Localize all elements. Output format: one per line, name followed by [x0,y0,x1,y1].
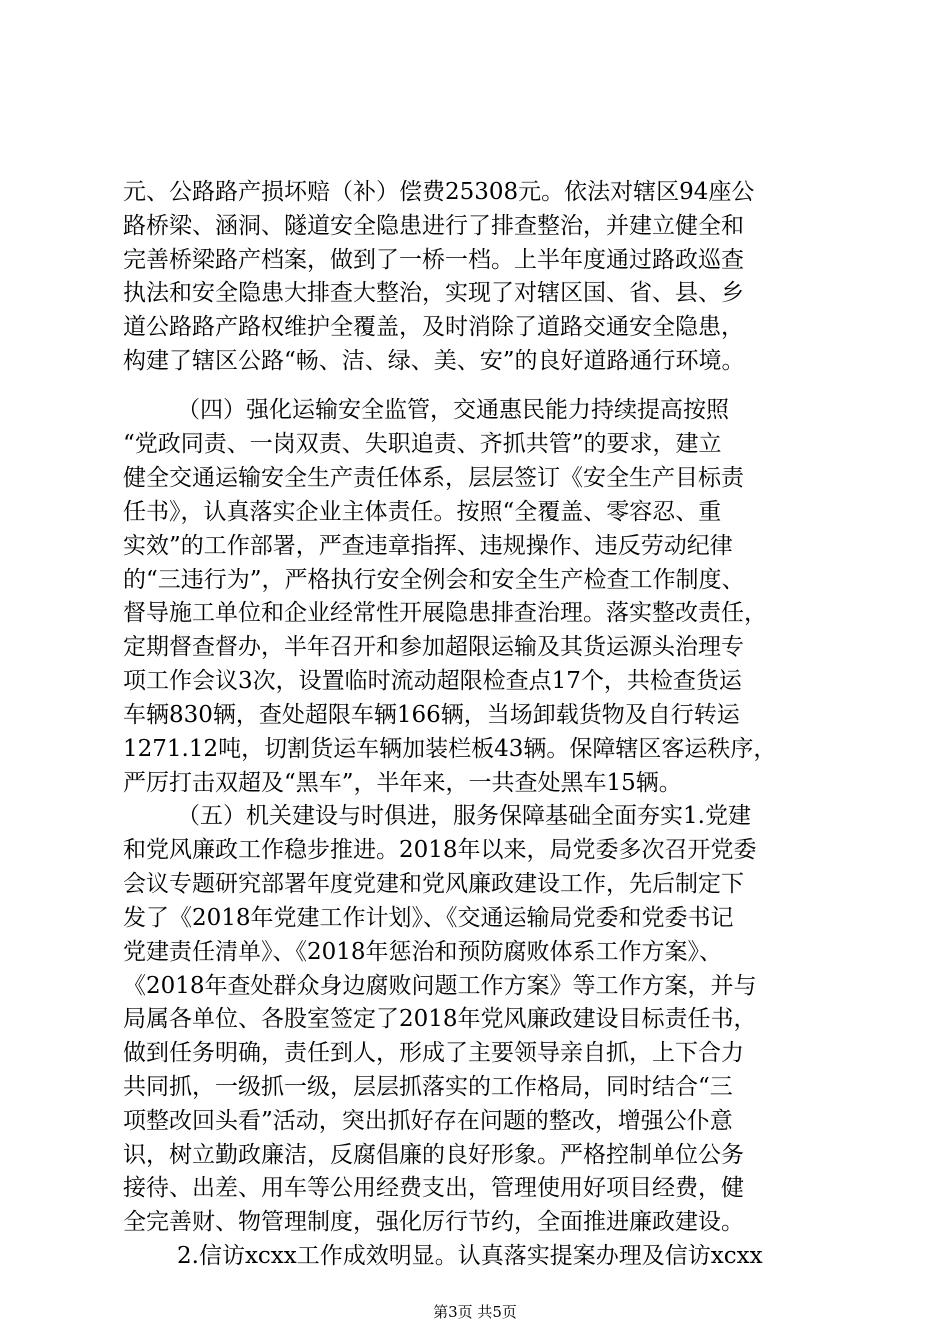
text-line [0,1206,950,1238]
text-line [0,834,950,866]
line-text: 做到任务明确，责任到人，形成了主要领导亲自抓，上下合力 [123,1040,744,1066]
line-text: 2.信访xcxx工作成效明显。认真落实提案办理及信访xcxx [177,1243,763,1269]
text-line [0,1240,950,1272]
line-text: 严厉打击双超及“黑车”，半年来，一共查处黑车15辆。 [123,770,682,796]
text-line [0,277,950,309]
text-line [0,631,950,663]
line-text: 发了《2018年党建工作计划》、《交通运输局党委和党委书记 [123,905,734,931]
text-line [0,530,950,562]
text-line [0,767,950,799]
line-text: “党政同责、一岗双责、失职追责、齐抓共管”的要求，建立 [123,431,722,457]
text-line [0,176,950,208]
text-line [0,902,950,934]
text-line [0,428,950,460]
page-footer: 第3页 共5页 [433,1303,517,1321]
line-text: 项整改回头看”活动，突出抓好存在问题的整改，增强公仆意 [123,1108,733,1134]
text-line [0,1037,950,1069]
line-text: 实效”的工作部署，严查违章指挥、违规操作、违反劳动纪律 [123,533,733,559]
text-line [0,394,950,426]
text-line [0,1172,950,1204]
text-line [0,244,950,276]
line-text: 车辆830辆，查处超限车辆166辆，当场卸载货物及自行转运 [123,702,740,728]
line-text: 督导施工单位和企业经常性开展隐患排查治理。落实整改责任， [123,600,767,626]
line-text: 完善桥梁路产档案，做到了一桥一档。上半年度通过路政巡查 [123,247,744,273]
text-line [0,1105,950,1137]
text-line [0,868,950,900]
line-text: 道公路路产路权维护全覆盖，及时消除了道路交通安全隐患， [123,314,744,340]
text-line [0,800,950,832]
text-line [0,1139,950,1171]
text-line [0,564,950,596]
text-line [0,970,950,1002]
line-text: 全完善财、物管理制度，强化厉行节约，全面推进廉政建设。 [123,1209,744,1235]
line-text: 元、公路路产损坏赔（补）偿费25308元。依法对辖区94座公 [123,179,755,205]
line-text: 任书》，认真落实企业主体责任。按照“全覆盖、零容忍、重 [123,499,722,525]
text-line [0,936,950,968]
text-line [0,733,950,765]
text-line [0,699,950,731]
line-text: 识，树立勤政廉洁，反腐倡廉的良好形象。严格控制单位公务 [123,1142,744,1168]
text-line [0,210,950,242]
line-text: 接待、出差、用车等公用经费支出，管理使用好项目经费，健 [123,1175,744,1201]
line-text: （四）强化运输安全监管，交通惠民能力持续提高按照 [177,397,729,423]
text-line [0,496,950,528]
text-line [0,597,950,629]
text-line [0,345,950,377]
line-text: 路桥梁、涵洞、隧道安全隐患进行了排查整治，并建立健全和 [123,213,744,239]
line-text: 党建责任清单》、《2018年惩治和预防腐败体系工作方案》、 [123,939,723,965]
text-line [0,665,950,697]
line-text: 1271.12吨，切割货运车辆加装栏板43辆。保障辖区客运秩序， [123,736,777,762]
text-line [0,1003,950,1035]
line-text: 和党风廉政工作稳步推进。2018年以来，局党委多次召开党委 [123,837,757,863]
line-text: 会议专题研究部署年度党建和党风廉政建设工作，先后制定下 [123,871,744,897]
line-text: 共同抓，一级抓一级，层层抓落实的工作格局，同时结合“三 [123,1074,733,1100]
line-text: 项工作会议3次，设置临时流动超限检查点17个，共检查货运 [123,668,742,694]
line-text: 执法和安全隐患大排查大整治，实现了对辖区国、省、县、乡 [123,280,744,306]
line-text: 《2018年查处群众身边腐败问题工作方案》等工作方案，并与 [123,973,757,999]
line-text: 健全交通运输安全生产责任体系，层层签订《安全生产目标责 [123,465,744,491]
line-text: 构建了辖区公路“畅、洁、绿、美、安”的良好道路通行环境。 [123,348,745,374]
line-text: （五）机关建设与时俱进，服务保障基础全面夯实1.党建 [177,803,751,829]
text-line [0,1071,950,1103]
text-line [0,462,950,494]
text-line [0,311,950,343]
line-text: 局属各单位、各股室签定了2018年党风廉政建设目标责任书， [123,1006,757,1032]
line-text: 的“三违行为”，严格执行安全例会和安全生产检查工作制度、 [123,567,745,593]
line-text: 定期督查督办，半年召开和参加超限运输及其货运源头治理专 [123,634,744,660]
